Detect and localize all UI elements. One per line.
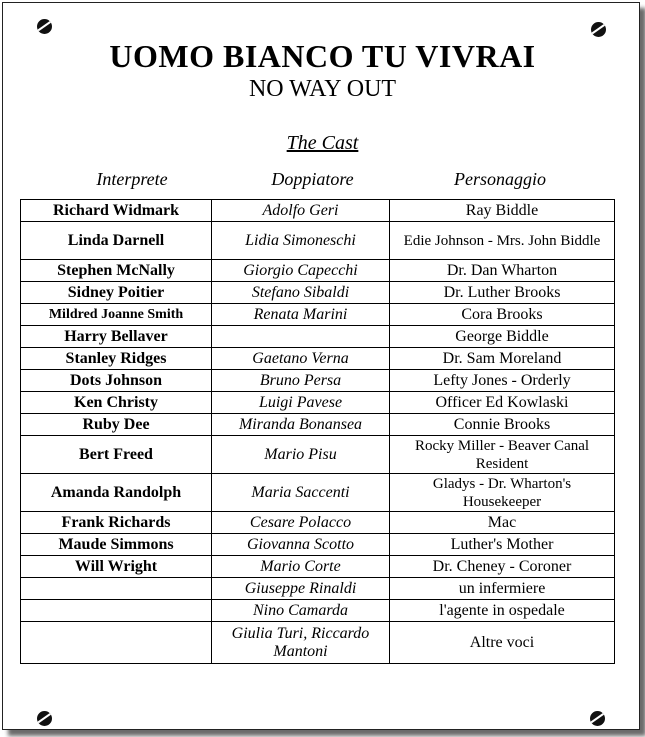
table-row [21, 348, 615, 370]
role-cell: Dr. Cheney - Coroner [390, 556, 615, 578]
dubber-cell: Giorgio Capecchi [212, 260, 390, 282]
actor-cell: Bert Freed [21, 436, 212, 474]
role-cell: un infermiere [390, 578, 615, 600]
role-cell: Gladys - Dr. Wharton's Housekeeper [390, 474, 615, 512]
actor-cell: Maude Simmons [21, 534, 212, 556]
actor-cell: Richard Widmark [21, 200, 212, 222]
table-row [21, 578, 615, 600]
actor-cell: Ken Christy [21, 392, 212, 414]
dubber-cell: Luigi Pavese [212, 392, 390, 414]
screw-top-left-icon [37, 19, 52, 34]
table-row [21, 436, 615, 474]
role-cell: Dr. Luther Brooks [390, 282, 615, 304]
table-row [21, 222, 615, 260]
role-cell: Officer Ed Kowlaski [390, 392, 615, 414]
role-cell: Lefty Jones - Orderly [390, 370, 615, 392]
role-cell: Mac [390, 512, 615, 534]
actor-cell: Stephen McNally [21, 260, 212, 282]
table-row [21, 392, 615, 414]
role-cell: Connie Brooks [390, 414, 615, 436]
dubber-cell [212, 326, 390, 348]
actor-cell [21, 600, 212, 622]
role-cell: Cora Brooks [390, 304, 615, 326]
column-header-dubber: Doppiatore [271, 169, 354, 189]
dubber-cell: Adolfo Geri [212, 200, 390, 222]
table-row [21, 370, 615, 392]
role-cell: Altre voci [390, 622, 615, 664]
dubber-cell: Renata Marini [212, 304, 390, 326]
actor-cell: Stanley Ridges [21, 348, 212, 370]
dubber-cell: Miranda Bonansea [212, 414, 390, 436]
dubber-cell: Cesare Polacco [212, 512, 390, 534]
cast-table [20, 199, 615, 664]
table-row [21, 282, 615, 304]
table-row [21, 534, 615, 556]
role-cell: l'agente in ospedale [390, 600, 615, 622]
dubber-cell: Maria Saccenti [212, 474, 390, 512]
actor-cell: Dots Johnson [21, 370, 212, 392]
dubber-cell: Giuseppe Rinaldi [212, 578, 390, 600]
actor-cell: Will Wright [21, 556, 212, 578]
dubber-cell: Mario Corte [212, 556, 390, 578]
actor-cell: Sidney Poitier [21, 282, 212, 304]
actor-cell: Ruby Dee [21, 414, 212, 436]
column-header-actor: Interprete [96, 169, 168, 189]
screw-bottom-right-icon [590, 711, 605, 726]
role-cell: Rocky Miller - Beaver Canal Resident [390, 436, 615, 474]
dubber-cell: Stefano Sibaldi [212, 282, 390, 304]
actor-cell: Linda Darnell [21, 222, 212, 260]
actor-cell: Mildred Joanne Smith [21, 304, 212, 326]
film-subtitle: NO WAY OUT [248, 76, 397, 102]
table-row [21, 556, 615, 578]
role-cell: Dr. Dan Wharton [390, 260, 615, 282]
table-row [21, 474, 615, 512]
dubber-cell: Gaetano Verna [212, 348, 390, 370]
dubber-cell: Lidia Simoneschi [212, 222, 390, 260]
dubber-cell: Nino Camarda [212, 600, 390, 622]
screw-bottom-left-icon [37, 711, 52, 726]
role-cell: George Biddle [390, 326, 615, 348]
dubber-cell: Mario Pisu [212, 436, 390, 474]
actor-cell: Harry Bellaver [21, 326, 212, 348]
role-cell: Ray Biddle [390, 200, 615, 222]
actor-cell: Amanda Randolph [21, 474, 212, 512]
table-row [21, 260, 615, 282]
table-row [21, 600, 615, 622]
role-cell: Dr. Sam Moreland [390, 348, 615, 370]
dubber-cell: Giovanna Scotto [212, 534, 390, 556]
table-row [21, 304, 615, 326]
actor-cell: Frank Richards [21, 512, 212, 534]
film-title: UOMO BIANCO TU VIVRAI [109, 38, 536, 74]
dubber-cell: Giulia Turi, Riccardo Mantoni [212, 622, 390, 664]
table-row [21, 622, 615, 664]
role-cell: Edie Johnson - Mrs. John Biddle [390, 222, 615, 260]
role-cell: Luther's Mother [390, 534, 615, 556]
column-header-role: Personaggio [454, 169, 546, 189]
actor-cell [21, 622, 212, 664]
table-row [21, 200, 615, 222]
screw-top-right-icon [591, 22, 606, 37]
table-row [21, 414, 615, 436]
cast-heading: The Cast [286, 132, 359, 154]
table-row [21, 326, 615, 348]
table-row [21, 512, 615, 534]
dubber-cell: Bruno Persa [212, 370, 390, 392]
actor-cell [21, 578, 212, 600]
